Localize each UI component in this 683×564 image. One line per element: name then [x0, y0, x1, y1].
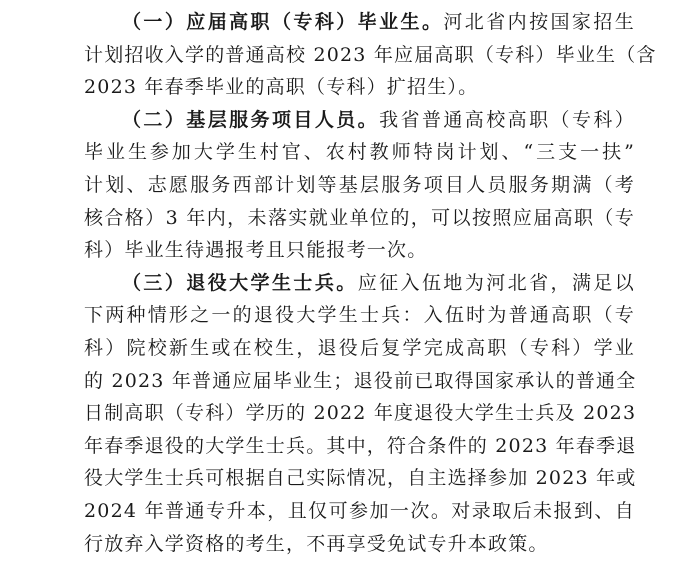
paragraph-line: 科）毕业生待遇报考且只能报考一次。 [84, 239, 428, 262]
paragraph-line: 计划、志愿服务西部计划等基层服务项目人员服务期满（考 [84, 173, 635, 196]
paragraph-line: 应征入伍地为河北省，满足以 [357, 271, 635, 294]
paragraph-line: 科）院校新生或在校生，退役后复学完成高职（专科）学业 [84, 336, 635, 359]
section-heading: （一）应届高职（专科）毕业生。 [122, 11, 444, 33]
paragraph-line: 核合格）3 年内，未落实就业单位的，可以按照应届高职（专 [84, 206, 635, 229]
paragraph-line: 2024 年普通专升本，且仅可参加一次。对录取后未报到、自 [84, 499, 635, 522]
paragraph-line: 年春季退役的大学生士兵。其中，符合条件的 2023 年春季退 [84, 434, 637, 457]
paragraph-line: 的 2023 年普通应届毕业生；退役前已取得国家承认的普通全 [84, 369, 637, 392]
paragraph-line: 役大学生士兵可根据自己实际情况，自主选择参加 2023 年或 [84, 467, 637, 490]
section-grassroots-service [84, 104, 635, 267]
paragraph-line: 2023 年春季毕业的高职（专科）扩招生）。 [84, 76, 479, 99]
paragraph-line: 下两种情形之一的退役大学生士兵：入伍时为普通高职（专 [84, 304, 635, 327]
paragraph-line: 毕业生参加大学生村官、农村教师特岗计划、“三支一扶” [84, 141, 635, 164]
section-fresh-graduates [84, 6, 657, 104]
section-heading: （三）退役大学生士兵。 [122, 271, 358, 294]
section-heading: （二）基层服务项目人员。 [122, 108, 380, 131]
paragraph-line: 计划招收入学的普通高校 2023 年应届高职（专科）毕业生（含 [84, 43, 657, 66]
section-veteran-students [84, 267, 635, 560]
paragraph-line: 行放弃入学资格的考生，不再享受免试专升本政策。 [84, 532, 549, 555]
paragraph-line: 日制高职（专科）学历的 2022 年度退役大学生士兵及 2023 [84, 402, 637, 425]
paragraph-line: 我省普通高校高职（专科） [379, 108, 635, 131]
paragraph-line: 河北省内按国家招生 [443, 11, 635, 33]
